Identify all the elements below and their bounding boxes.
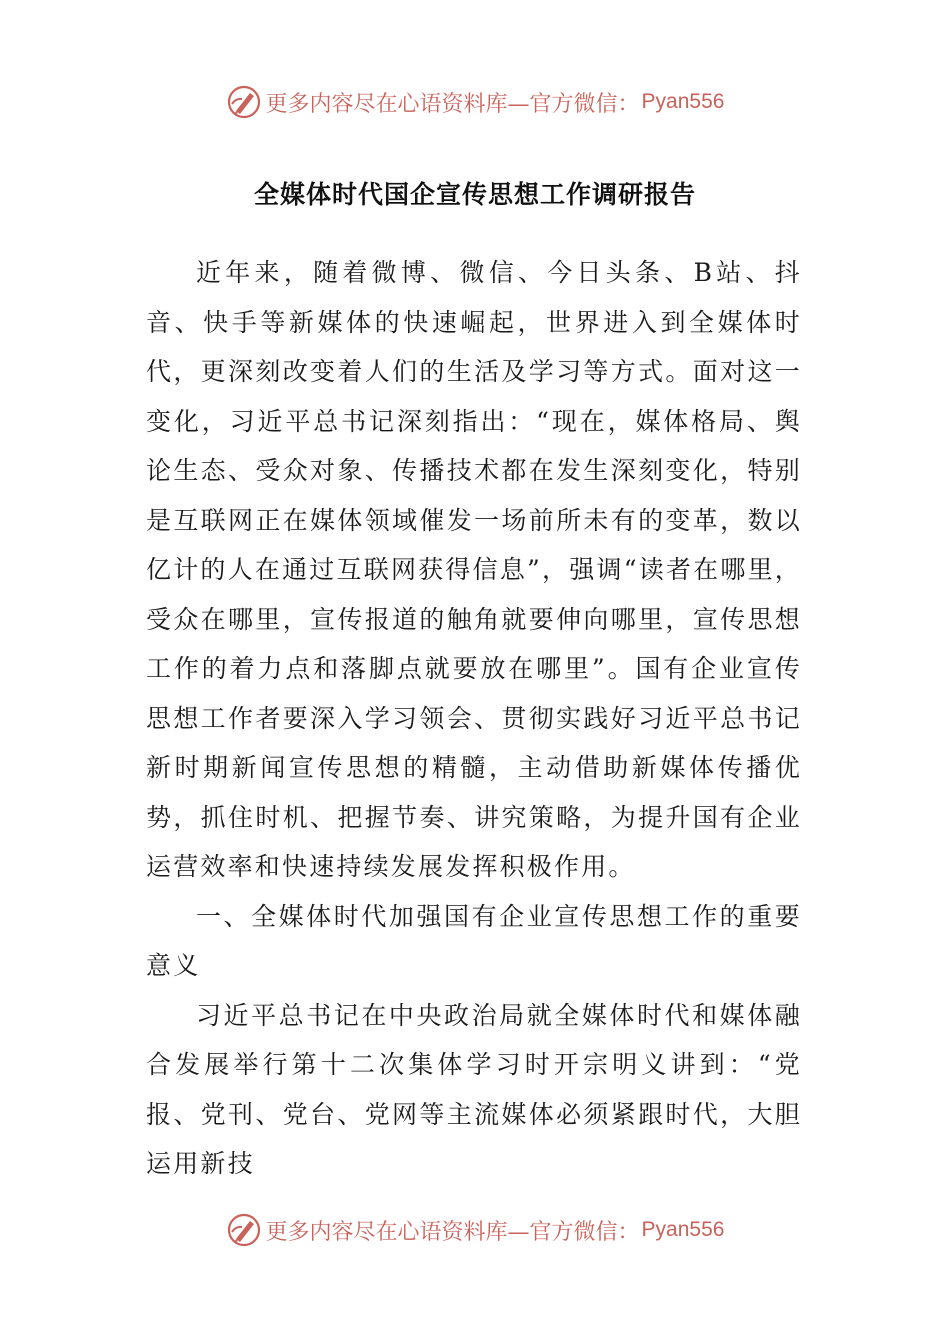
document-title: 全媒体时代国企宣传思想工作调研报告 bbox=[253, 180, 696, 209]
footer-watermark bbox=[0, 1208, 950, 1252]
watermark-text: 更多内容尽在心语资料库—官方微信： bbox=[265, 1219, 640, 1245]
watermark-wechat-id: Pyan556 bbox=[641, 90, 725, 113]
watermark-wechat-id: Pyan556 bbox=[641, 1218, 725, 1241]
pen-nib-circle-icon bbox=[226, 1212, 262, 1248]
paragraph-intro: 近年来，随着微博、微信、今日头条、B站、抖音、快手等新媒体的快速崛起，世界进入到全媒体时代，更深刻改变着人们的生活及学习等方式。面对这一变化，习近平总书记深刻指出：“现在，媒体格局、舆论生态、受众对象、传播技术都在发生深刻变化，特别是互联网正在媒体领域催发一场前所未有的变革，数以亿计的人在通过互联网获得信息”，强调“读者在哪里，受众在哪里，宣传报道的触角就要伸向哪里，宣传思想工作的着力点和落脚点就要放在哪里”。国有企业宣传思想工作者要深入学习领会、贯彻实践好习近平总书记新时期新闻宣传思想的精髓，主动借助新媒体传播优势，抓住时机、把握节奏、讲究策略，为提升国有企业运营效率和快速持续发展发挥积极作用。 bbox=[146, 258, 802, 881]
section-heading-1: 一、全媒体时代加强国有企业宣传思想工作的重要意义 bbox=[146, 901, 802, 980]
document-body bbox=[146, 248, 802, 1189]
watermark-text: 更多内容尽在心语资料库—官方微信： bbox=[265, 91, 640, 117]
header-watermark bbox=[0, 80, 950, 124]
pen-nib-circle-icon bbox=[226, 84, 262, 120]
paragraph-section-1: 习近平总书记在中央政治局就全媒体时代和媒体融合发展举行第十二次集体学习时开宗明义讲到：“党报、党刊、党台、党网等主流媒体必须紧跟时代，大胆运用新技 bbox=[146, 1000, 802, 1178]
